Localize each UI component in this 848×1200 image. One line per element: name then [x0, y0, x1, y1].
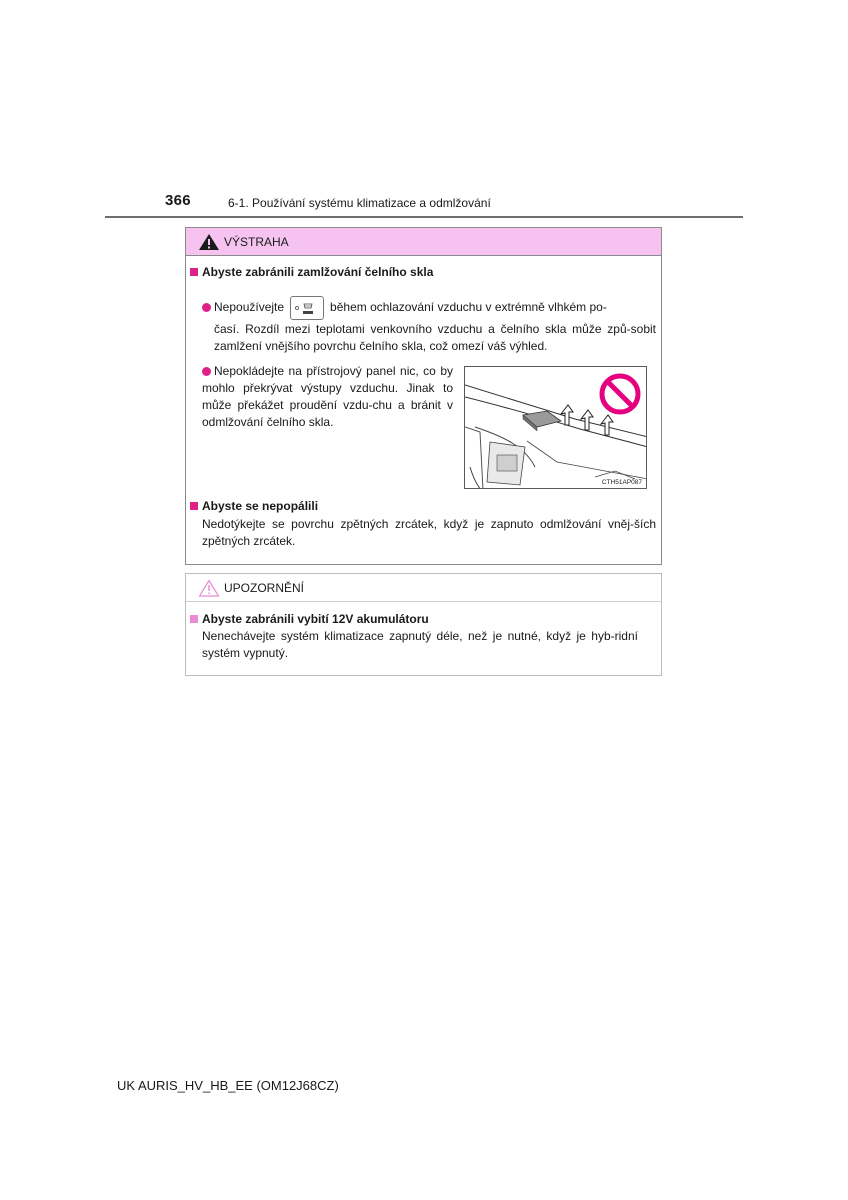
warning-item-2	[202, 363, 453, 431]
square-bullet-icon	[190, 615, 198, 623]
warning-item-2-text: Nepokládejte na přístrojový panel nic, co by mohlo překrývat výstupy vzduchu. Jinak to může překážet proudění vzdu-chu a bránit v odmlžování čelního skla.	[202, 364, 453, 429]
warning-box	[185, 227, 662, 565]
header-rule	[105, 216, 743, 218]
page-header	[0, 190, 848, 220]
warning-subtitle-2-text: Abyste se nepopálili	[202, 499, 319, 513]
caution-header	[186, 574, 661, 602]
warning-item-1	[202, 296, 656, 320]
caution-triangle-icon	[198, 579, 220, 597]
warning-subtitle-2	[190, 499, 318, 513]
warning-item-1-continued: časí. Rozdíl mezi teplotami venkovního vzduchu a čelního skla může způ-sobit zamlžení vnějšího povrchu čelního skla, což omezí váš výhled.	[214, 322, 656, 353]
square-bullet-icon	[190, 502, 198, 510]
warning-subtitle-1	[190, 265, 433, 279]
square-bullet-icon	[190, 268, 198, 276]
section-title: 6-1. Používání systému klimatizace a odmlžování	[228, 196, 491, 210]
dashboard-illustration	[464, 366, 647, 489]
circle-bullet-icon	[202, 303, 211, 312]
warning-item-1-text-b: během ochlazování vzduchu v extrémně vlhkém po-	[330, 300, 607, 314]
illustration-code: CTH51AP087	[601, 479, 642, 486]
defogger-button-icon	[290, 296, 324, 320]
warning-subtitle-1-text: Abyste zabránili zamlžování čelního skla	[202, 265, 434, 279]
caution-subtitle-1-text: Abyste zabránili vybití 12V akumulátoru	[202, 612, 429, 626]
warning-section-2-text: Nedotýkejte se povrchu zpětných zrcátek, když je zapnuto odmlžování vněj-ších zpětných zrcátek.	[202, 517, 656, 548]
prohibition-icon	[602, 376, 638, 412]
caution-section-1-text: Nenechávejte systém klimatizace zapnutý déle, než je nutné, když je hyb-ridní systém vypnutý.	[202, 629, 638, 660]
footer-code: UK AURIS_HV_HB_EE (OM12J68CZ)	[117, 1078, 339, 1093]
caution-subtitle-1	[190, 612, 429, 626]
caution-label: UPOZORNĚNÍ	[224, 580, 305, 595]
warning-item-1-text-a: Nepoužívejte	[214, 300, 285, 314]
caution-box	[185, 573, 662, 676]
warning-label: VÝSTRAHA	[224, 234, 289, 249]
circle-bullet-icon	[202, 367, 211, 376]
warning-header	[186, 228, 661, 256]
page-number: 366	[165, 192, 191, 209]
warning-triangle-icon	[198, 233, 220, 251]
